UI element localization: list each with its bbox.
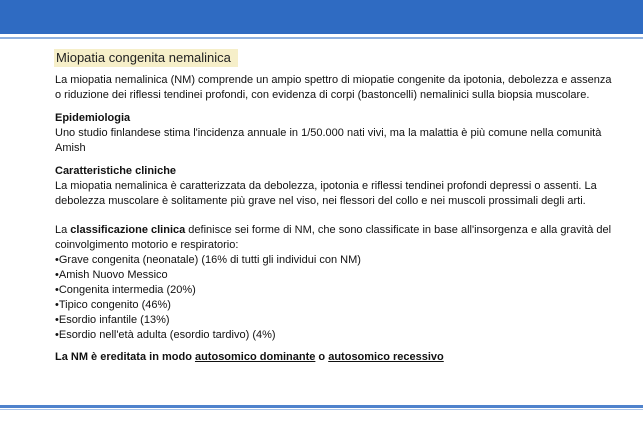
classification-bold: classificazione clinica	[70, 224, 186, 236]
epidemiology-heading: Epidemiologia	[55, 112, 131, 124]
inheritance-prefix: La NM è ereditata in modo	[55, 351, 195, 363]
epidemiology-text: Uno studio finlandese stima l'incidenza annuale in 1/50.000 nati vivi, ma la malattia è più comune nella comunità Amish	[55, 127, 602, 154]
footer-divider-thin	[0, 409, 643, 410]
slide-title: Miopatia congenita nemalinica	[54, 49, 238, 67]
classification-prefix: La	[55, 224, 71, 236]
clinical-heading: Caratteristiche cliniche	[55, 165, 177, 177]
list-item: •Esordio nell'età adulta (esordio tardivo) (4%)	[55, 329, 276, 341]
list-item: •Congenita intermedia (20%)	[55, 284, 196, 296]
inheritance-or: o	[315, 351, 329, 363]
autosomal-dominant-link[interactable]: autosomico dominante	[194, 351, 316, 363]
clinical-text: La miopatia nemalinica è caratterizzata da debolezza, ipotonia e riflessi tendinei profondi depressi o assenti. La debolezza muscolare è solitamente più grave nel viso, nei flessori del collo e nei muscoli prossimali degli arti.	[55, 180, 597, 207]
intro-paragraph: La miopatia nemalinica (NM) comprende un ampio spettro di miopatie congenite da ipotonia, debolezza e assenza o riduzione dei riflessi tendinei profondi, con evidenza di corpi (bastoncelli) nemalinici sulla biopsia muscolare.	[55, 74, 612, 101]
header-divider	[0, 37, 643, 39]
list-item: •Grave congenita (neonatale) (16% di tutti gli individui con NM)	[55, 254, 361, 266]
footer-divider	[0, 405, 643, 408]
classification-rest: definisce sei forme di NM, che sono classificate in base all'insorgenza e alla gravità del coinvolgimento motorio e respiratorio:	[55, 224, 612, 251]
slide-content	[55, 73, 615, 365]
inheritance-line	[55, 350, 615, 365]
list-item: •Tipico congenito (46%)	[55, 299, 171, 311]
classification-paragraph	[55, 223, 615, 253]
list-item: •Esordio infantile (13%)	[55, 314, 170, 326]
list-item: •Amish Nuovo Messico	[55, 269, 168, 281]
header-bar	[0, 0, 643, 34]
forms-list	[55, 253, 615, 343]
autosomal-recessive-link[interactable]: autosomico recessivo	[328, 351, 444, 363]
